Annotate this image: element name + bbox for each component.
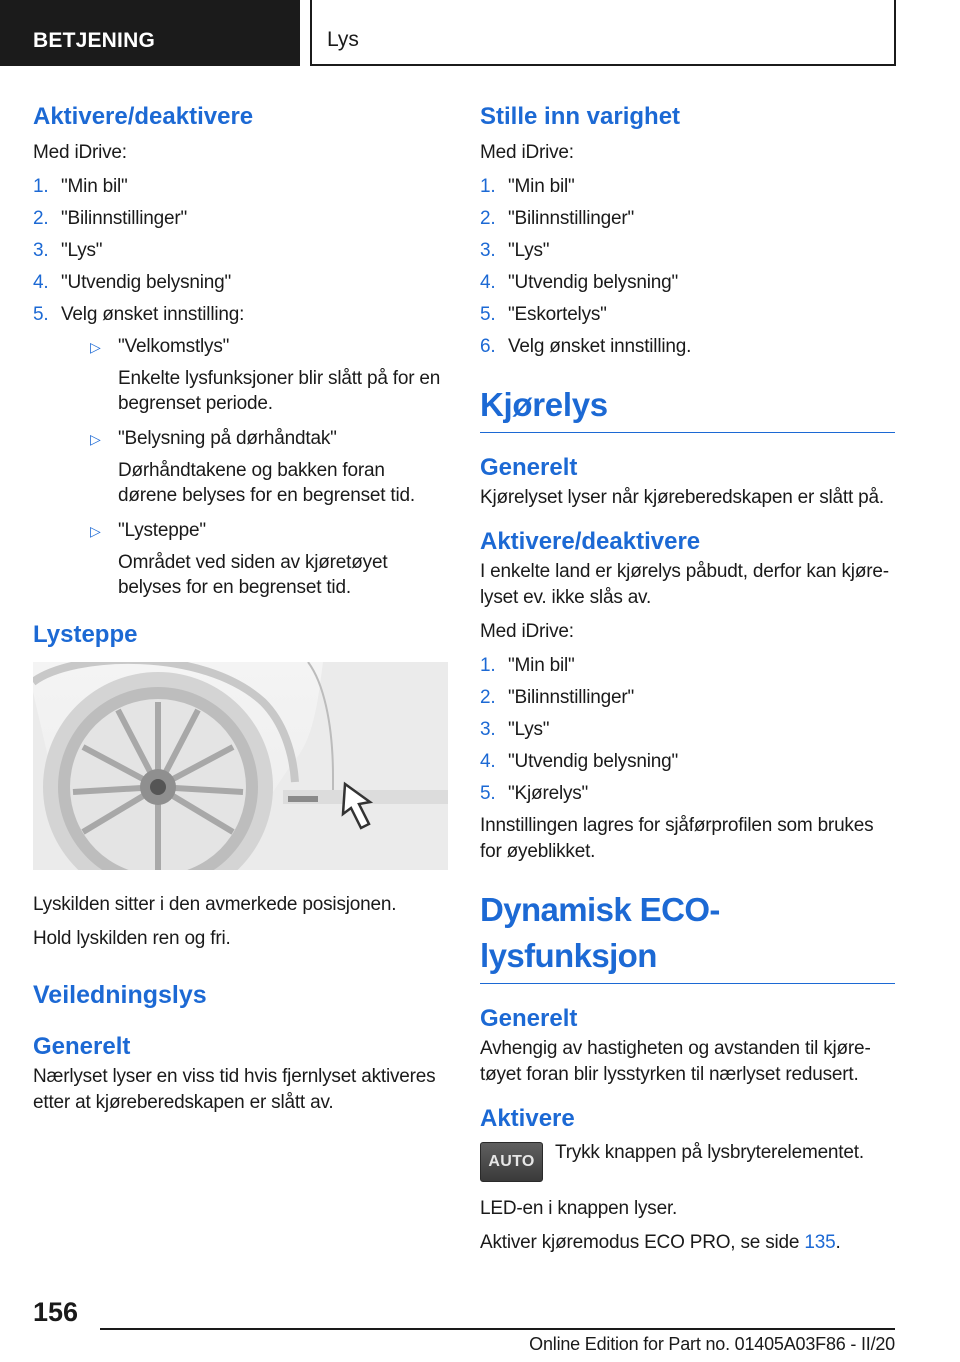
heading-activate-deactivate: Aktivere/deaktivere <box>480 528 701 555</box>
page-header <box>0 0 960 66</box>
idrive-intro: Med iDrive: <box>33 142 127 163</box>
list-item: 2. "Bilinnstillinger" <box>480 206 895 232</box>
edition-footer: Online Edition for Part no. 01405A03F86 - II/20 <box>529 1334 895 1354</box>
triangle-marker-icon: ▷ <box>90 339 101 355</box>
heading-lysteppe: Lysteppe <box>33 621 138 648</box>
eco-pro-text: Aktiver kjøremodus ECO PRO, se side 135. <box>480 1232 841 1253</box>
idrive-intro: Med iDrive: <box>480 142 574 163</box>
heading-dynamic-eco-light: Dynamisk ECO-lysfunksjon <box>480 887 895 984</box>
auto-instruction <box>480 1140 895 1186</box>
heading-daytime-running-lights: Kjørelys <box>480 382 895 433</box>
press-button-text: Trykk knappen på lysbryterelementet. <box>555 1142 864 1163</box>
list-item: 1. "Min bil" <box>480 653 895 679</box>
list-item: 5. Velg ønsket innstilling: ▷ "Velkomstlys" Enkelte lysfunksjoner blir slått på for en begrenset periode. ▷ "Belysning på dørhåndtak" Dørhåndtakene og bakken foran dørene belyses for en begrenset tid. ▷ "Lysteppe" Området ved siden av kjøretøyet belyses for en begrenset tid. <box>33 302 448 600</box>
sub-option: ▷ "Velkomstlys" Enkelte lysfunksjoner blir slått på for en begrenset periode. <box>90 336 441 414</box>
heading-activate: Aktivere <box>480 1105 575 1132</box>
list-item: 1. "Min bil" <box>33 174 448 200</box>
heading-guide-light: Veiledningslys <box>33 981 207 1009</box>
car-wheel-illustration <box>33 662 448 870</box>
step-number: 2. <box>33 208 49 229</box>
left-column <box>33 100 448 1124</box>
sub-option: ▷ "Belysning på dørhåndtak" Dørhåndtakene og bakken foran dørene belyses for en begrenset tid. <box>90 428 415 506</box>
step-number: 5. <box>480 304 496 325</box>
list-item: 3. "Lys" <box>480 717 895 743</box>
step-number: 3. <box>480 719 496 740</box>
list-item: 4. "Utvendig belysning" <box>480 749 895 775</box>
step-number: 3. <box>480 240 496 261</box>
step-number: 2. <box>480 687 496 708</box>
clean-text: Hold lyskilden ren og fri. <box>33 928 231 949</box>
drl-law-text: I enkelte land er kjørelys påbudt, derfor kan kjørelyset ev. ikke slås av. <box>480 561 890 608</box>
heading-general: Generelt <box>480 454 578 481</box>
right-column <box>480 100 895 1264</box>
sub-options-list <box>61 334 448 600</box>
location-text: Lyskilden sitter i den avmerkede posisjonen. <box>33 894 397 915</box>
step-number: 5. <box>33 304 49 325</box>
list-item: 4. "Utvendig belysning" <box>480 270 895 296</box>
section-label: BETJENING <box>0 0 300 66</box>
list-item: 3. "Lys" <box>33 238 448 264</box>
step-number: 1. <box>480 176 496 197</box>
list-item: 4. "Utvendig belysning" <box>33 270 448 296</box>
page-number: 156 <box>33 1297 79 1327</box>
step-number: 6. <box>480 336 496 357</box>
step-number: 4. <box>480 272 496 293</box>
list-item: 2. "Bilinnstillinger" <box>33 206 448 232</box>
heading-general: Generelt <box>480 1005 578 1032</box>
list-item: 2. "Bilinnstillinger" <box>480 685 895 711</box>
steps-list <box>480 653 895 807</box>
step-number: 3. <box>33 240 49 261</box>
footer-divider <box>100 1328 895 1330</box>
eco-text: Avhengig av hastigheten og avstanden til kjøretøyet foran blir lysstyrken til nærlyset redusert. <box>480 1038 871 1085</box>
step-number: 2. <box>480 208 496 229</box>
list-item: 5. "Kjørelys" <box>480 781 895 807</box>
auto-button-icon: AUTO <box>480 1142 543 1182</box>
step-number: 1. <box>480 655 496 676</box>
led-text: LED-en i knappen lyser. <box>480 1198 678 1219</box>
step-number: 5. <box>480 783 496 804</box>
heading-general: Generelt <box>33 1033 131 1060</box>
heading-activate-deactivate: Aktivere/deaktivere <box>33 103 254 130</box>
triangle-marker-icon: ▷ <box>90 431 101 447</box>
page-reference-link[interactable]: 135 <box>804 1232 836 1253</box>
idrive-intro: Med iDrive: <box>480 621 574 642</box>
chapter-label: Lys <box>310 0 896 66</box>
heading-set-duration: Stille inn varighet <box>480 103 681 130</box>
profile-text: Innstillingen lagres for sjåførprofilen som brukes for øyeblikket. <box>480 815 874 862</box>
sub-option: ▷ "Lysteppe" Området ved siden av kjøretøyet belyses for en begrenset tid. <box>90 520 388 598</box>
step-number: 4. <box>480 751 496 772</box>
step-number: 4. <box>33 272 49 293</box>
list-item: 5. "Eskortelys" <box>480 302 895 328</box>
car-wheel-image-icon <box>33 662 448 870</box>
guide-light-text: Nærlyset lyser en viss tid hvis fjernlyset aktiveres etter at kjøreberedskapen er slått av. <box>33 1066 436 1113</box>
step-number: 1. <box>33 176 49 197</box>
triangle-marker-icon: ▷ <box>90 523 101 539</box>
list-item: 1. "Min bil" <box>480 174 895 200</box>
list-item: 6. Velg ønsket innstilling. <box>480 334 895 360</box>
steps-list <box>480 174 895 360</box>
list-item: 3. "Lys" <box>480 238 895 264</box>
drl-text: Kjørelyset lyser når kjøreberedskapen er slått på. <box>480 487 884 508</box>
steps-list <box>33 174 448 600</box>
